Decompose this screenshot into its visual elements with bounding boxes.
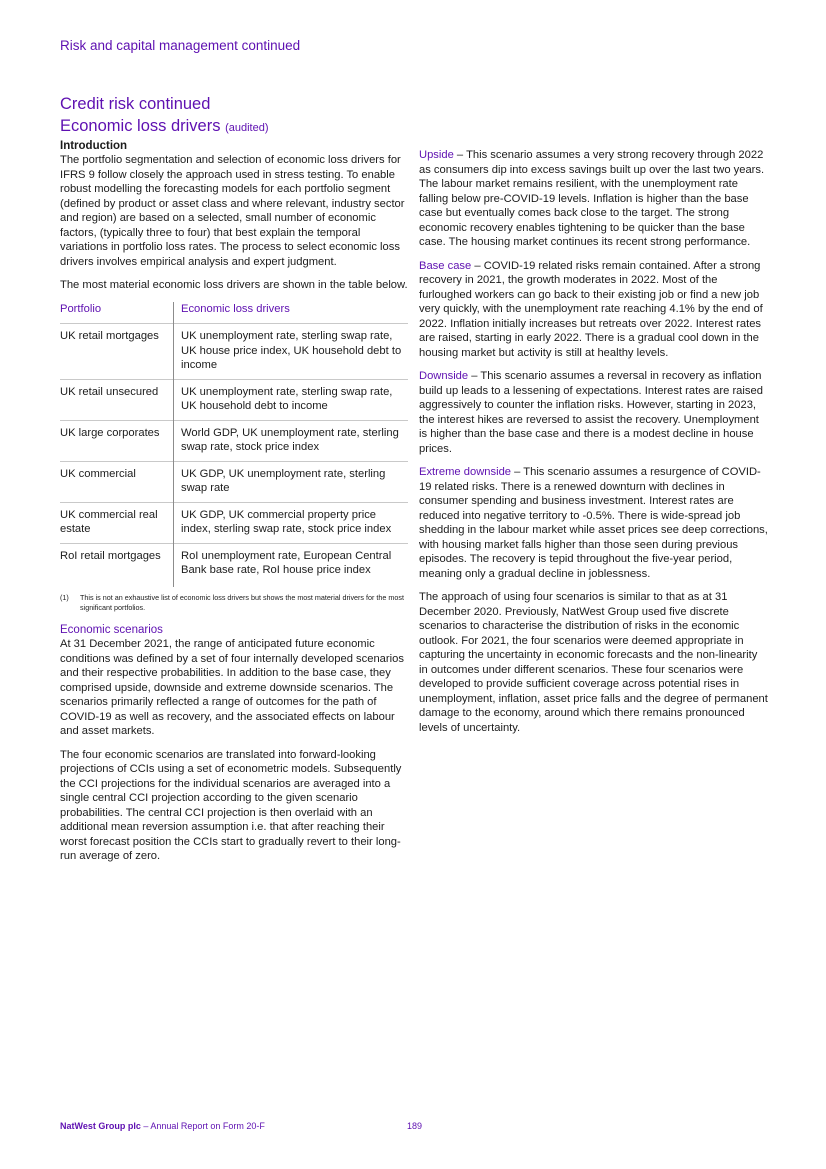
running-head: Risk and capital management continued bbox=[60, 38, 301, 53]
footnote-number: (1) bbox=[60, 592, 69, 602]
subsection-title-text: Economic loss drivers bbox=[60, 117, 221, 135]
table-footnote bbox=[60, 593, 408, 613]
portfolio-cell: UK commercial real estate bbox=[60, 502, 174, 543]
drivers-cell: UK unemployment rate, sterling swap rate, UK house price index, UK household debt to income bbox=[174, 324, 409, 380]
portfolio-cell: UK retail mortgages bbox=[60, 324, 174, 380]
left-column bbox=[60, 94, 408, 873]
section-title: Credit risk continued bbox=[60, 95, 211, 113]
page-number: 189 bbox=[407, 1121, 423, 1131]
table-row bbox=[60, 543, 408, 587]
table-row bbox=[60, 324, 408, 380]
table-row bbox=[60, 461, 408, 502]
header-drivers: Economic loss drivers bbox=[174, 302, 409, 324]
loss-drivers-table bbox=[60, 302, 408, 587]
table-header-row bbox=[60, 302, 408, 324]
drivers-cell: UK GDP, UK commercial property price index, sterling swap rate, stock price index bbox=[174, 502, 409, 543]
extreme-downside-label: Extreme downside bbox=[419, 466, 512, 478]
footer-report-title: – Annual Report on Form 20-F bbox=[140, 1121, 265, 1131]
drivers-cell: RoI unemployment rate, European Central Bank base rate, RoI house price index bbox=[174, 543, 409, 587]
upside-text: – This scenario assumes a very strong recovery through 2022 as consumers dip into excess savings built up over the last two years. The labour market remains resilient, with the unemployment rate falling below pre-COVID-19 levels. Inflation is higher than the base case but eventually comes back close to the target. The strong economic recovery enables tightening to be quicker than the base case. The housing market continues its recent strong performance. bbox=[419, 149, 765, 248]
drivers-cell: UK GDP, UK unemployment rate, sterling swap rate bbox=[174, 461, 409, 502]
extreme-downside-text: – This scenario assumes a resurgence of COVID-19 related risks. There is a renewed downturn with declines in consumer spending and business investment. Interest rates are reduced into negative territory to -0.5%. There is wide-spread job shedding in the labour market while asset prices see deep corrections, with housing market falls higher than those seen during previous episodes. The recovery is tepid throughout the five-year period, meaning only a gradual decline in joblessness. bbox=[419, 466, 768, 580]
intro-paragraph-2: The most material economic loss drivers are shown in the table below. bbox=[60, 279, 408, 291]
footer-brand: NatWest Group plc bbox=[60, 1121, 141, 1131]
portfolio-cell: UK large corporates bbox=[60, 420, 174, 461]
portfolio-cell: RoI retail mortgages bbox=[60, 543, 174, 587]
base-case-text: – COVID-19 related risks remain contained. After a strong recovery in 2021, the growth moderates in 2022. Most of the furloughed workers can go back to their existing job or find a new job very quickly, with the unemployment rate reaching 4.1% by the end of 2022. Inflation initially increases but retreats over 2022. Interest rates are raised, starting in early 2022. There is a gradual cool down in the housing market but activity is still at healthy levels. bbox=[419, 259, 763, 359]
downside-text: – This scenario assumes a reversal in recovery as inflation build up leads to a lessening of expectations. Interest rates are raised aggressively to counter the inflation risks. However, starting in 2023, the interest hikes are reversed to assist the recovery. Unemployment is higher than the base case and there is a modest decline in house prices. bbox=[419, 370, 763, 455]
table-row bbox=[60, 502, 408, 543]
scenarios-paragraph-1: At 31 December 2021, the range of anticipated future economic conditions was defined by a set of four internally developed scenarios and their respective probabilities. In addition to the base case, they comprised upside, downside and extreme downside scenarios. The scenarios primarily reflected a range of outcomes for the path of COVID-19 as well as recovery, and the associated effects on labour and asset markets. bbox=[60, 638, 404, 737]
downside-paragraph bbox=[419, 369, 769, 456]
drivers-cell: UK unemployment rate, sterling swap rate, UK household debt to income bbox=[174, 379, 409, 420]
portfolio-cell: UK retail unsecured bbox=[60, 379, 174, 420]
header-portfolio: Portfolio bbox=[60, 302, 102, 315]
table-row bbox=[60, 420, 408, 461]
scenarios-paragraph-2: The four economic scenarios are translated into forward-looking projections of CCIs using a set of econometric models. Subsequently the CCI projections for the individual scenarios are averaged into a single central CCI projection according to the given scenario probabilities. The central CCI projection is then overlaid with an additional mean reversion assumption i.e. that after reaching their worst forecast position the CCIs start to gradually revert to their long-run average of zero. bbox=[60, 748, 402, 862]
subsection-title bbox=[60, 116, 408, 138]
table-row bbox=[60, 379, 408, 420]
upside-label: Upside bbox=[419, 149, 454, 161]
portfolio-cell: UK commercial bbox=[60, 461, 174, 502]
upside-paragraph bbox=[419, 148, 769, 250]
right-column bbox=[419, 148, 769, 744]
base-case-paragraph bbox=[419, 259, 769, 361]
drivers-cell: World GDP, UK unemployment rate, sterling swap rate, stock price index bbox=[174, 420, 409, 461]
scenarios-heading: Economic scenarios bbox=[60, 623, 163, 636]
extreme-downside-paragraph bbox=[419, 465, 769, 581]
footnote-text: This is not an exhaustive list of economic loss drivers but shows the most material drivers for the most significant portfolios. bbox=[80, 592, 404, 612]
audited-tag: (audited) bbox=[225, 122, 269, 134]
intro-paragraph-1: The portfolio segmentation and selection of economic loss drivers for IFRS 9 follow closely the approach used in stress testing. To enable robust modelling the forecasting models for each portfolio segment (defined by product or asset class and where relevant, industry sector and region) are based on a selected, small number of economic factors, (typically three to four) that best explain the temporal variations in portfolio loss rates. The process to select economic loss drivers involves empirical analysis and expert judgment. bbox=[60, 154, 405, 268]
approach-paragraph: The approach of using four scenarios is similar to that as at 31 December 2020. Previously, NatWest Group used five discrete scenarios to characterise the distribution of risks in the economic outlook. For 2021, the four scenarios were deemed appropriate in capturing the uncertainty in economic forecasts and the non-linearity in outcomes under different scenarios. These four scenarios were developed to provide sufficient coverage across potential rises in unemployment, inflation, asset price falls and the degree of permanent damage to the economy, around which there remains pronounced levels of uncertainty. bbox=[419, 591, 768, 734]
base-case-label: Base case bbox=[419, 259, 472, 272]
page-footer bbox=[60, 1121, 423, 1131]
downside-label: Downside bbox=[419, 370, 469, 382]
intro-heading: Introduction bbox=[60, 140, 128, 152]
